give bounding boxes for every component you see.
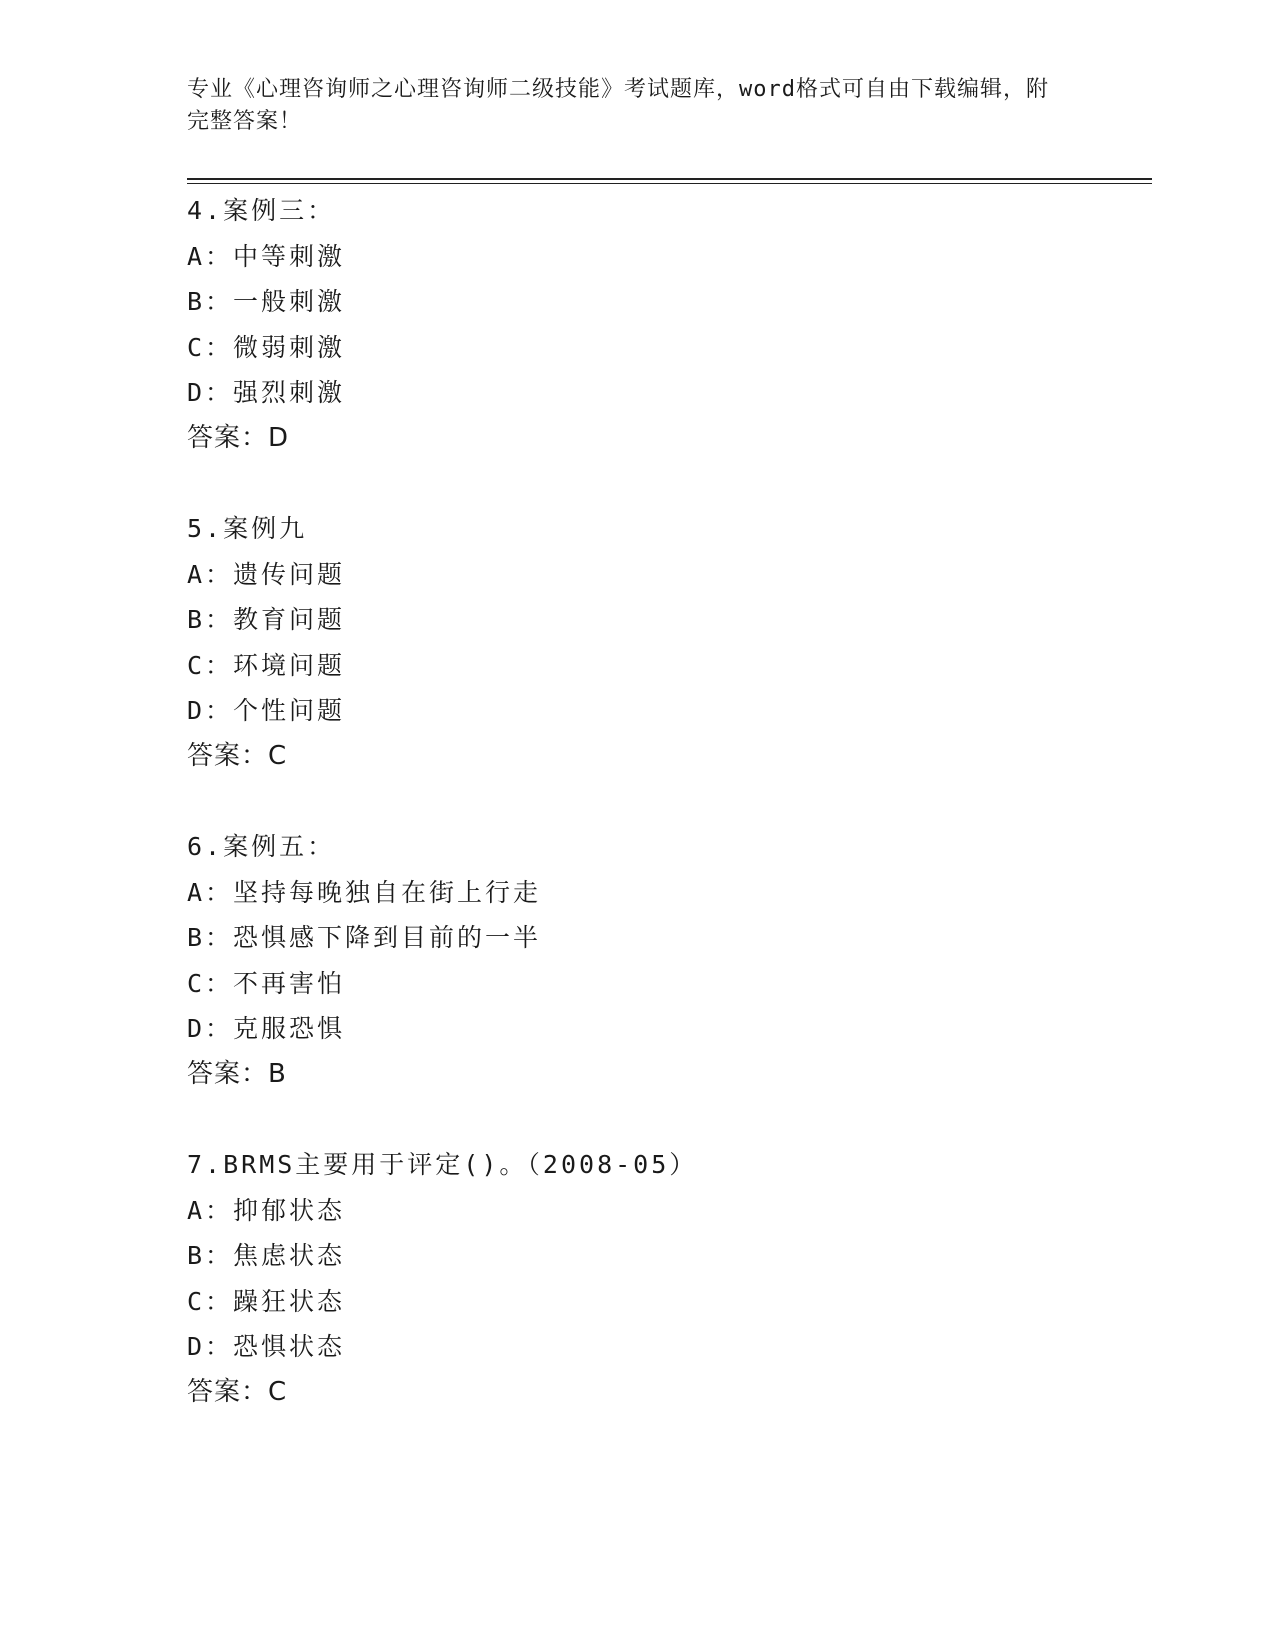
question-block xyxy=(187,824,1147,1097)
answer-line: 答案：C xyxy=(187,1376,288,1407)
answer-line: 答案：B xyxy=(187,1058,287,1089)
option-d: D：个性问题 xyxy=(187,696,346,725)
option-b: B：一般刺激 xyxy=(187,287,346,316)
answer-line: 答案：D xyxy=(187,422,290,453)
header-divider-thick xyxy=(187,178,1152,180)
option-a: A：抑郁状态 xyxy=(187,1195,346,1225)
option-b: B：焦虑状态 xyxy=(187,1241,346,1270)
option-d: D：恐惧状态 xyxy=(187,1332,346,1361)
option-c: C：微弱刺激 xyxy=(187,332,346,362)
question-block xyxy=(187,506,1147,779)
option-d: D：强烈刺激 xyxy=(187,378,346,407)
option-b: B：恐惧感下降到目前的一半 xyxy=(187,923,542,952)
question-stem: 4.案例三： xyxy=(187,196,336,225)
option-c: C：躁狂状态 xyxy=(187,1286,346,1316)
question-block xyxy=(187,188,1147,461)
option-c: C：不再害怕 xyxy=(187,968,346,998)
question-stem: 6.案例五： xyxy=(187,832,336,861)
option-b: B：教育问题 xyxy=(187,605,346,634)
header-divider-thin xyxy=(187,183,1152,184)
question-block xyxy=(187,1142,1147,1415)
option-d: D：克服恐惧 xyxy=(187,1014,346,1043)
option-a: A：中等刺激 xyxy=(187,241,346,271)
option-a: A：坚持每晚独自在街上行走 xyxy=(187,877,542,907)
question-stem: 5.案例九 xyxy=(187,514,308,543)
option-c: C：环境问题 xyxy=(187,650,346,680)
question-stem: 7.BRMS主要用于评定()。（2008-05） xyxy=(187,1150,698,1179)
option-a: A：遗传问题 xyxy=(187,559,346,589)
answer-line: 答案：C xyxy=(187,740,288,771)
document-header: 专业《心理咨询师之心理咨询师二级技能》考试题库，word格式可自由下载编辑，附完整答案！ xyxy=(187,77,1049,134)
